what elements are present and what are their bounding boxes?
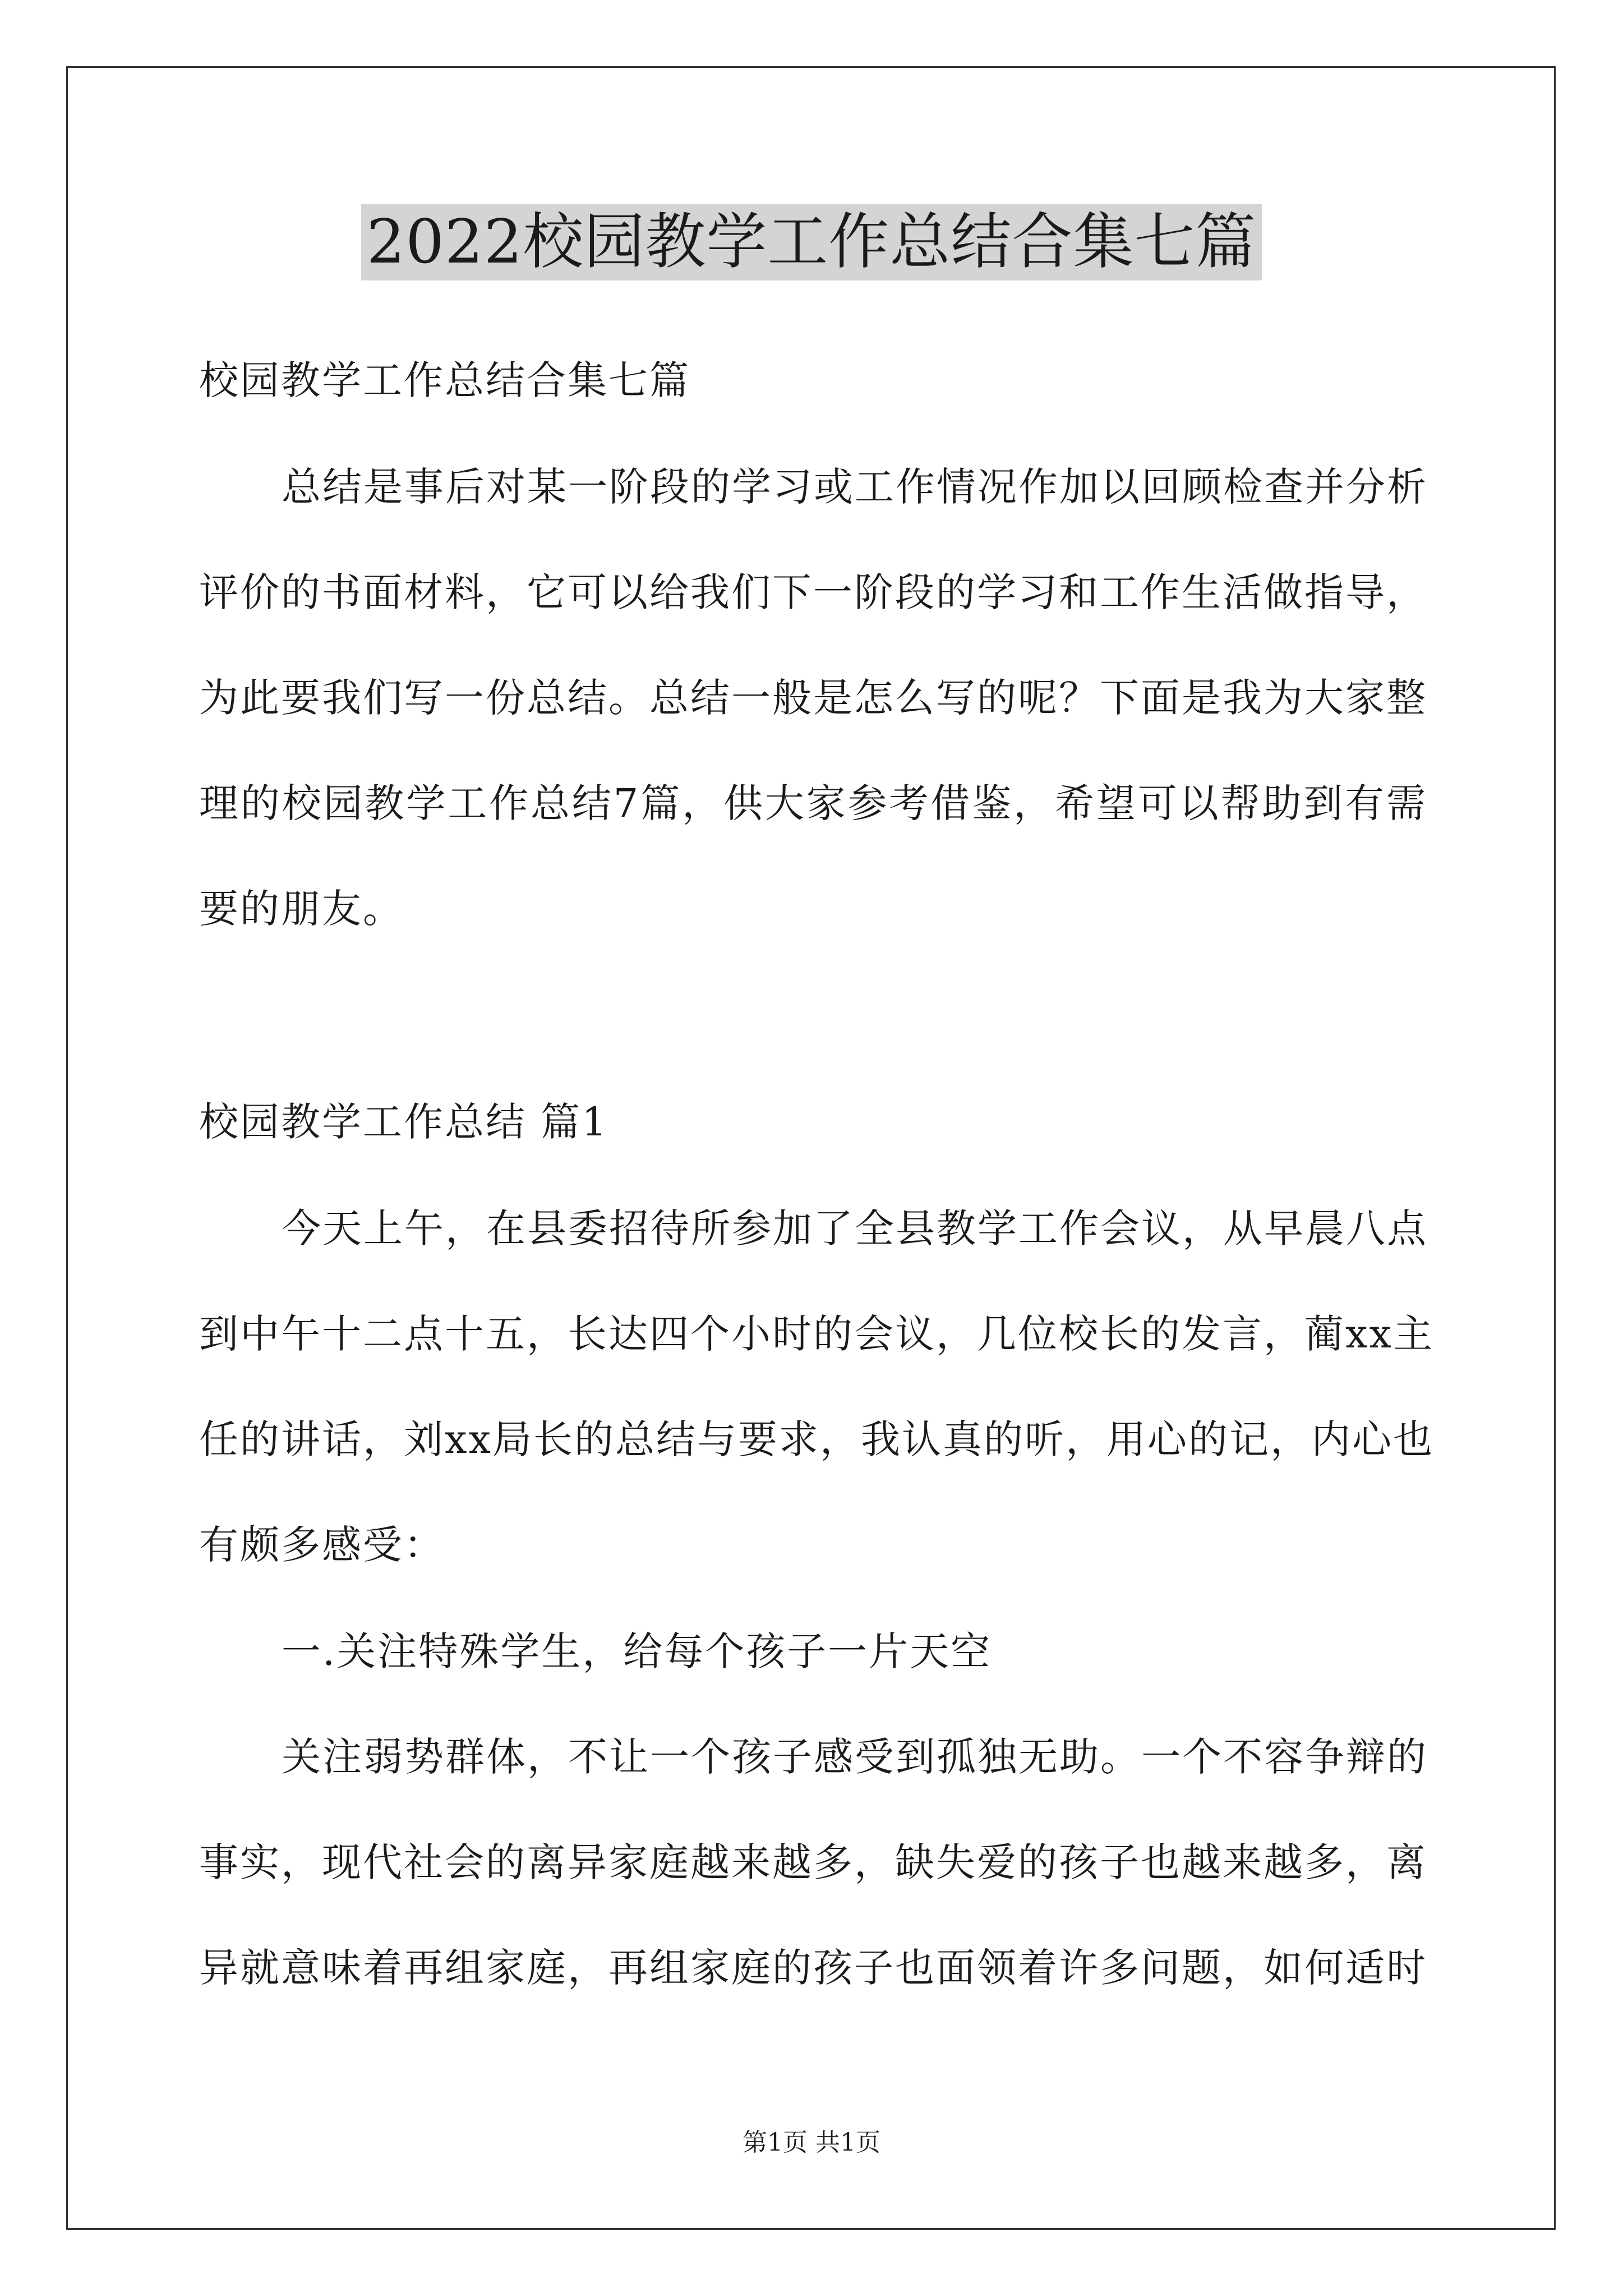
title-container [0, 204, 1623, 280]
section-line: 到中午十二点十五，长达四个小时的会议，几位校长的发言，蔺xx主 [199, 1311, 1434, 1357]
intro-line: 为此要我们写一份总结。总结一般是怎么写的呢？下面是我为大家整 [199, 675, 1427, 721]
document-title: 2022校园教学工作总结合集七篇 [361, 204, 1262, 280]
section-line: 任的讲话，刘xx局长的总结与要求，我认真的听，用心的记，内心也 [199, 1416, 1434, 1462]
intro-line: 总结是事后对某一阶段的学习或工作情况作加以回顾检查并分析 [282, 464, 1428, 510]
point-line: 异就意味着再组家庭，再组家庭的孩子也面领着许多问题，如何适时 [199, 1945, 1427, 1991]
section-line: 今天上午，在县委招待所参加了全县教学工作会议，从早晨八点 [282, 1205, 1428, 1251]
document-subtitle: 校园教学工作总结合集七篇 [199, 357, 690, 403]
intro-line: 评价的书面材料，它可以给我们下一阶段的学习和工作生活做指导， [199, 569, 1427, 615]
point-heading: 一.关注特殊学生，给每个孩子一片天空 [282, 1628, 992, 1674]
intro-line: 要的朋友。 [199, 886, 404, 932]
section-heading: 校园教学工作总结 篇1 [199, 1099, 608, 1145]
intro-line: 理的校园教学工作总结7篇，供大家参考借鉴，希望可以帮助到有需 [199, 780, 1427, 826]
point-line: 事实，现代社会的离异家庭越来越多，缺失爱的孩子也越来越多，离 [199, 1839, 1427, 1885]
section-line: 有颇多感受： [199, 1522, 445, 1568]
page-number-footer: 第1页 共1页 [743, 2128, 880, 2157]
point-line: 关注弱势群体，不让一个孩子感受到孤独无助。一个不容争辩的 [282, 1734, 1428, 1780]
